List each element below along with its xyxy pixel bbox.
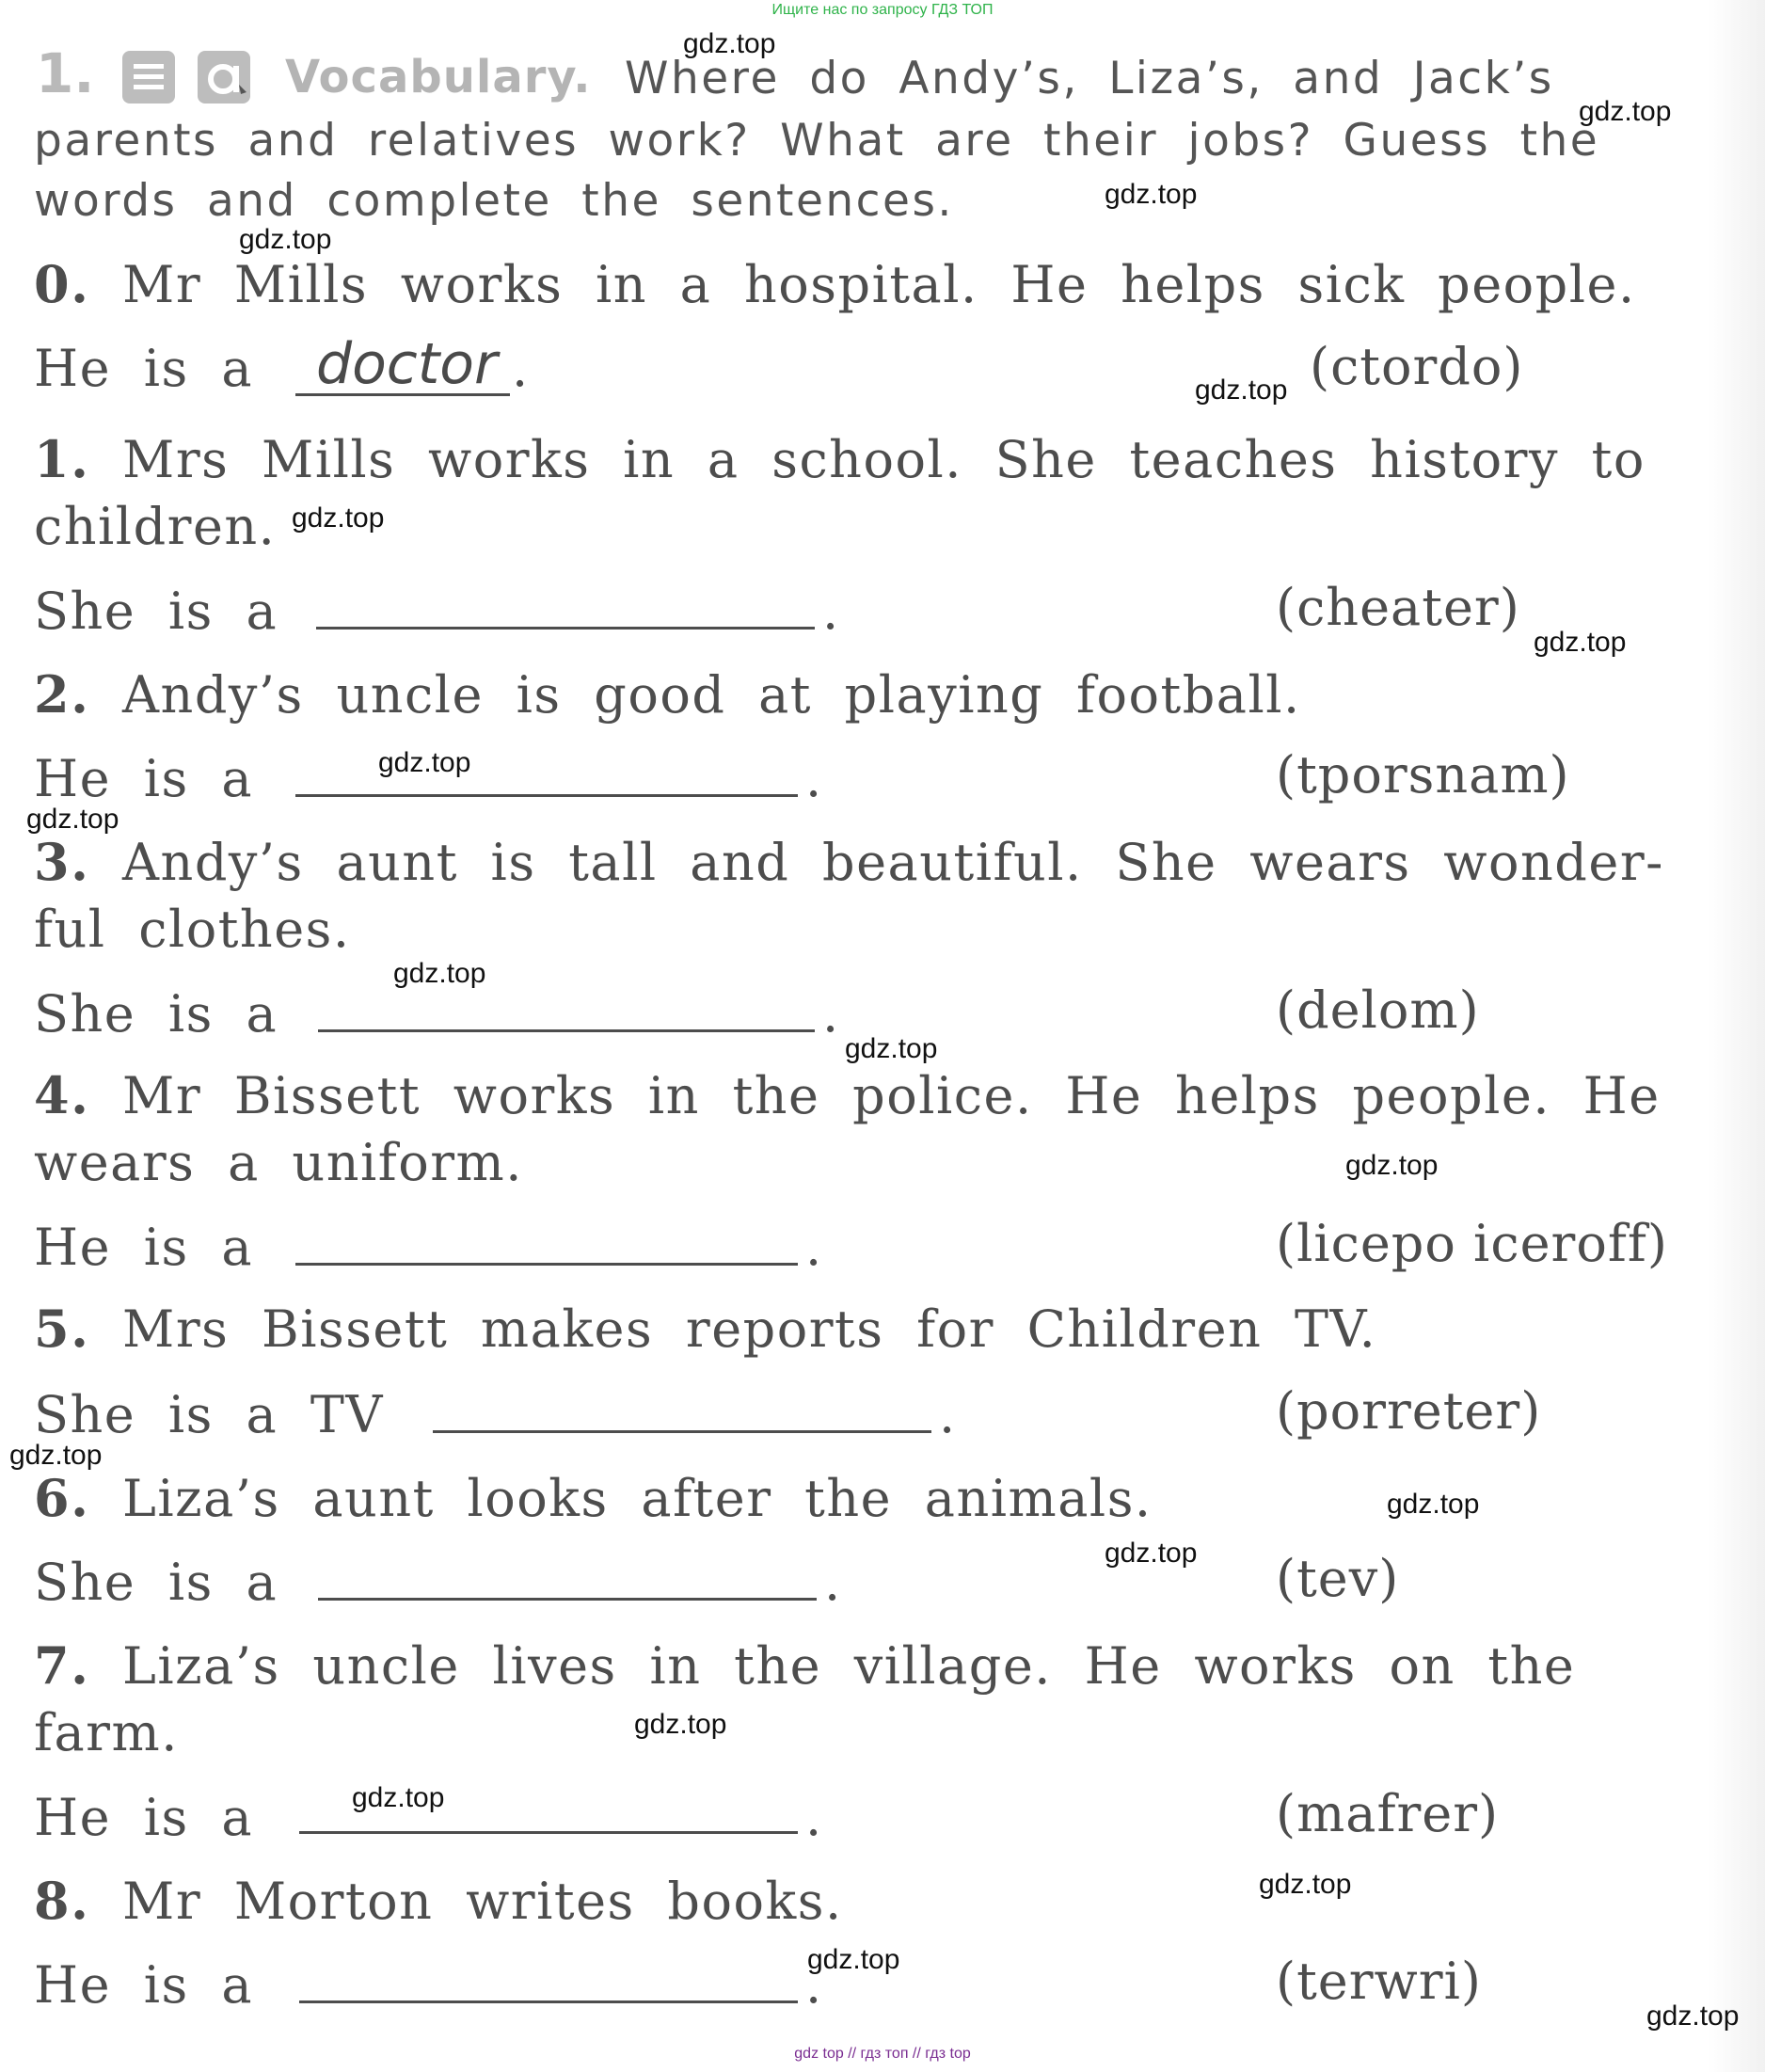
sentence-7-line-2: farm. [34,1703,179,1762]
watermark[interactable]: gdz.top [1195,375,1288,406]
answer-prefix-8: He is a [34,1955,254,2015]
answer-prefix-3: She is a [34,984,278,1044]
instruction-line-3: words and complete the sentences. [34,175,954,227]
hint-7: (mafrer) [1276,1784,1500,1843]
answer-blank-5[interactable] [433,1430,931,1433]
sentence-3-line-1: 3. Andy’s aunt is tall and beautiful. She wears wonder- [34,832,1664,892]
hint-6: (tev) [1276,1549,1400,1608]
answer-prefix-5: She is a TV [34,1385,384,1444]
sentence-6-line-1: 6. Liza’s aunt looks after the animals. [34,1468,1153,1528]
item-number: 4. [34,1065,90,1125]
list-icon [122,51,175,104]
answer-blank-7[interactable] [299,1831,798,1834]
watermark[interactable]: gdz.top [378,747,471,778]
answer-prefix-7: He is a [34,1788,254,1847]
answer-prefix-6: She is a [34,1553,278,1612]
item-number: 7. [34,1635,90,1696]
answer-prefix-0: He is a [34,339,254,398]
hint-5: (porreter) [1276,1381,1542,1441]
answer-blank-4[interactable] [295,1263,798,1266]
item-number: 5. [34,1299,90,1359]
answer-blank-6[interactable] [318,1598,817,1601]
watermark[interactable]: gdz.top [845,1033,938,1064]
sentence-4-line-2: wears a uniform. [34,1133,523,1192]
sentence-2-line-1: 2. Andy’s uncle is good at playing football. [34,664,1301,725]
hint-2: (tporsnam) [1276,745,1570,805]
watermark[interactable]: gdz.top [1579,96,1672,127]
watermark[interactable]: gdz.top [1259,1869,1352,1900]
watermark[interactable]: gdz.top [1105,179,1198,210]
sentence-4-line-1: 4. Mr Bissett works in the police. He helps people. He [34,1065,1661,1125]
hint-4: (licepo iceroff) [1276,1214,1668,1273]
watermark[interactable]: gdz.top [1534,627,1627,658]
watermark[interactable]: gdz.top [1105,1538,1198,1569]
end-dot-4: . [805,1218,822,1277]
audio-a-icon [198,51,250,104]
item-number: 0. [34,254,90,314]
end-dot-0: . [512,339,529,398]
watermark[interactable]: gdz.top [683,28,776,59]
sentence-3-line-2: ful clothes. [34,900,351,959]
answer-0-handwritten: doctor [316,331,498,397]
sentence-1-line-1: 1. Mrs Mills works in a school. She teaches history to [34,429,1646,489]
sentence-1-line-2: children. [34,497,277,556]
watermark[interactable]: gdz.top [239,224,332,255]
answer-prefix-1: She is a [34,582,278,641]
watermark[interactable]: gdz.top [807,1944,900,1975]
watermark[interactable]: gdz.top [393,958,486,989]
item-number: 8. [34,1871,90,1931]
answer-prefix-2: He is a [34,749,254,808]
answer-blank-2[interactable] [295,794,798,797]
item-number: 2. [34,664,90,725]
end-dot-6: . [824,1553,841,1612]
end-dot-3: . [822,984,839,1044]
watermark[interactable]: gdz.top [1345,1150,1439,1181]
hint-3: (delom) [1276,980,1480,1040]
exercise-number: 1. [36,41,95,105]
hint-8: (terwri) [1276,1952,1482,2011]
page-edge-shade [1708,0,1765,2072]
instruction-line-1: Where do Andy’s, Liza’s, and Jack’s [625,53,1554,104]
answer-blank-3[interactable] [318,1029,815,1032]
watermark[interactable]: gdz.top [292,502,385,534]
end-dot-8: . [805,1955,822,2015]
answer-blank-8[interactable] [299,2000,798,2003]
end-dot-2: . [805,749,822,808]
end-dot-5: . [939,1385,956,1444]
answer-blank-0[interactable] [295,393,510,396]
hint-1: (cheater) [1276,578,1520,637]
sentence-5-line-1: 5. Mrs Bissett makes reports for Children TV. [34,1299,1377,1359]
bottom-banner[interactable]: gdz top // гдз топ // гдз top [794,2046,971,2062]
end-dot-7: . [805,1788,822,1847]
item-number: 1. [34,429,90,489]
hint-0: (ctordo) [1310,337,1524,396]
watermark[interactable]: gdz.top [1387,1489,1480,1520]
answer-prefix-4: He is a [34,1218,254,1277]
watermark[interactable]: gdz.top [1646,2000,1740,2032]
watermark[interactable]: gdz.top [26,804,119,835]
item-number: 6. [34,1468,90,1528]
watermark[interactable]: gdz.top [634,1709,727,1740]
item-number: 3. [34,832,90,892]
top-banner[interactable]: Ищите нас по запросу ГДЗ ТОП [771,2,994,18]
sentence-7-line-1: 7. Liza’s uncle lives in the village. He works on the [34,1635,1576,1696]
end-dot-1: . [822,582,839,641]
answer-blank-1[interactable] [316,627,815,630]
sentence-8-line-1: 8. Mr Morton writes books. [34,1871,843,1931]
watermark[interactable]: gdz.top [9,1440,103,1471]
instruction-line-2: parents and relatives work? What are their jobs? Guess the [34,115,1600,167]
watermark[interactable]: gdz.top [352,1782,445,1813]
sentence-0-line-1: 0. Mr Mills works in a hospital. He helps sick people. [34,254,1636,314]
section-title: Vocabulary. [285,51,592,104]
